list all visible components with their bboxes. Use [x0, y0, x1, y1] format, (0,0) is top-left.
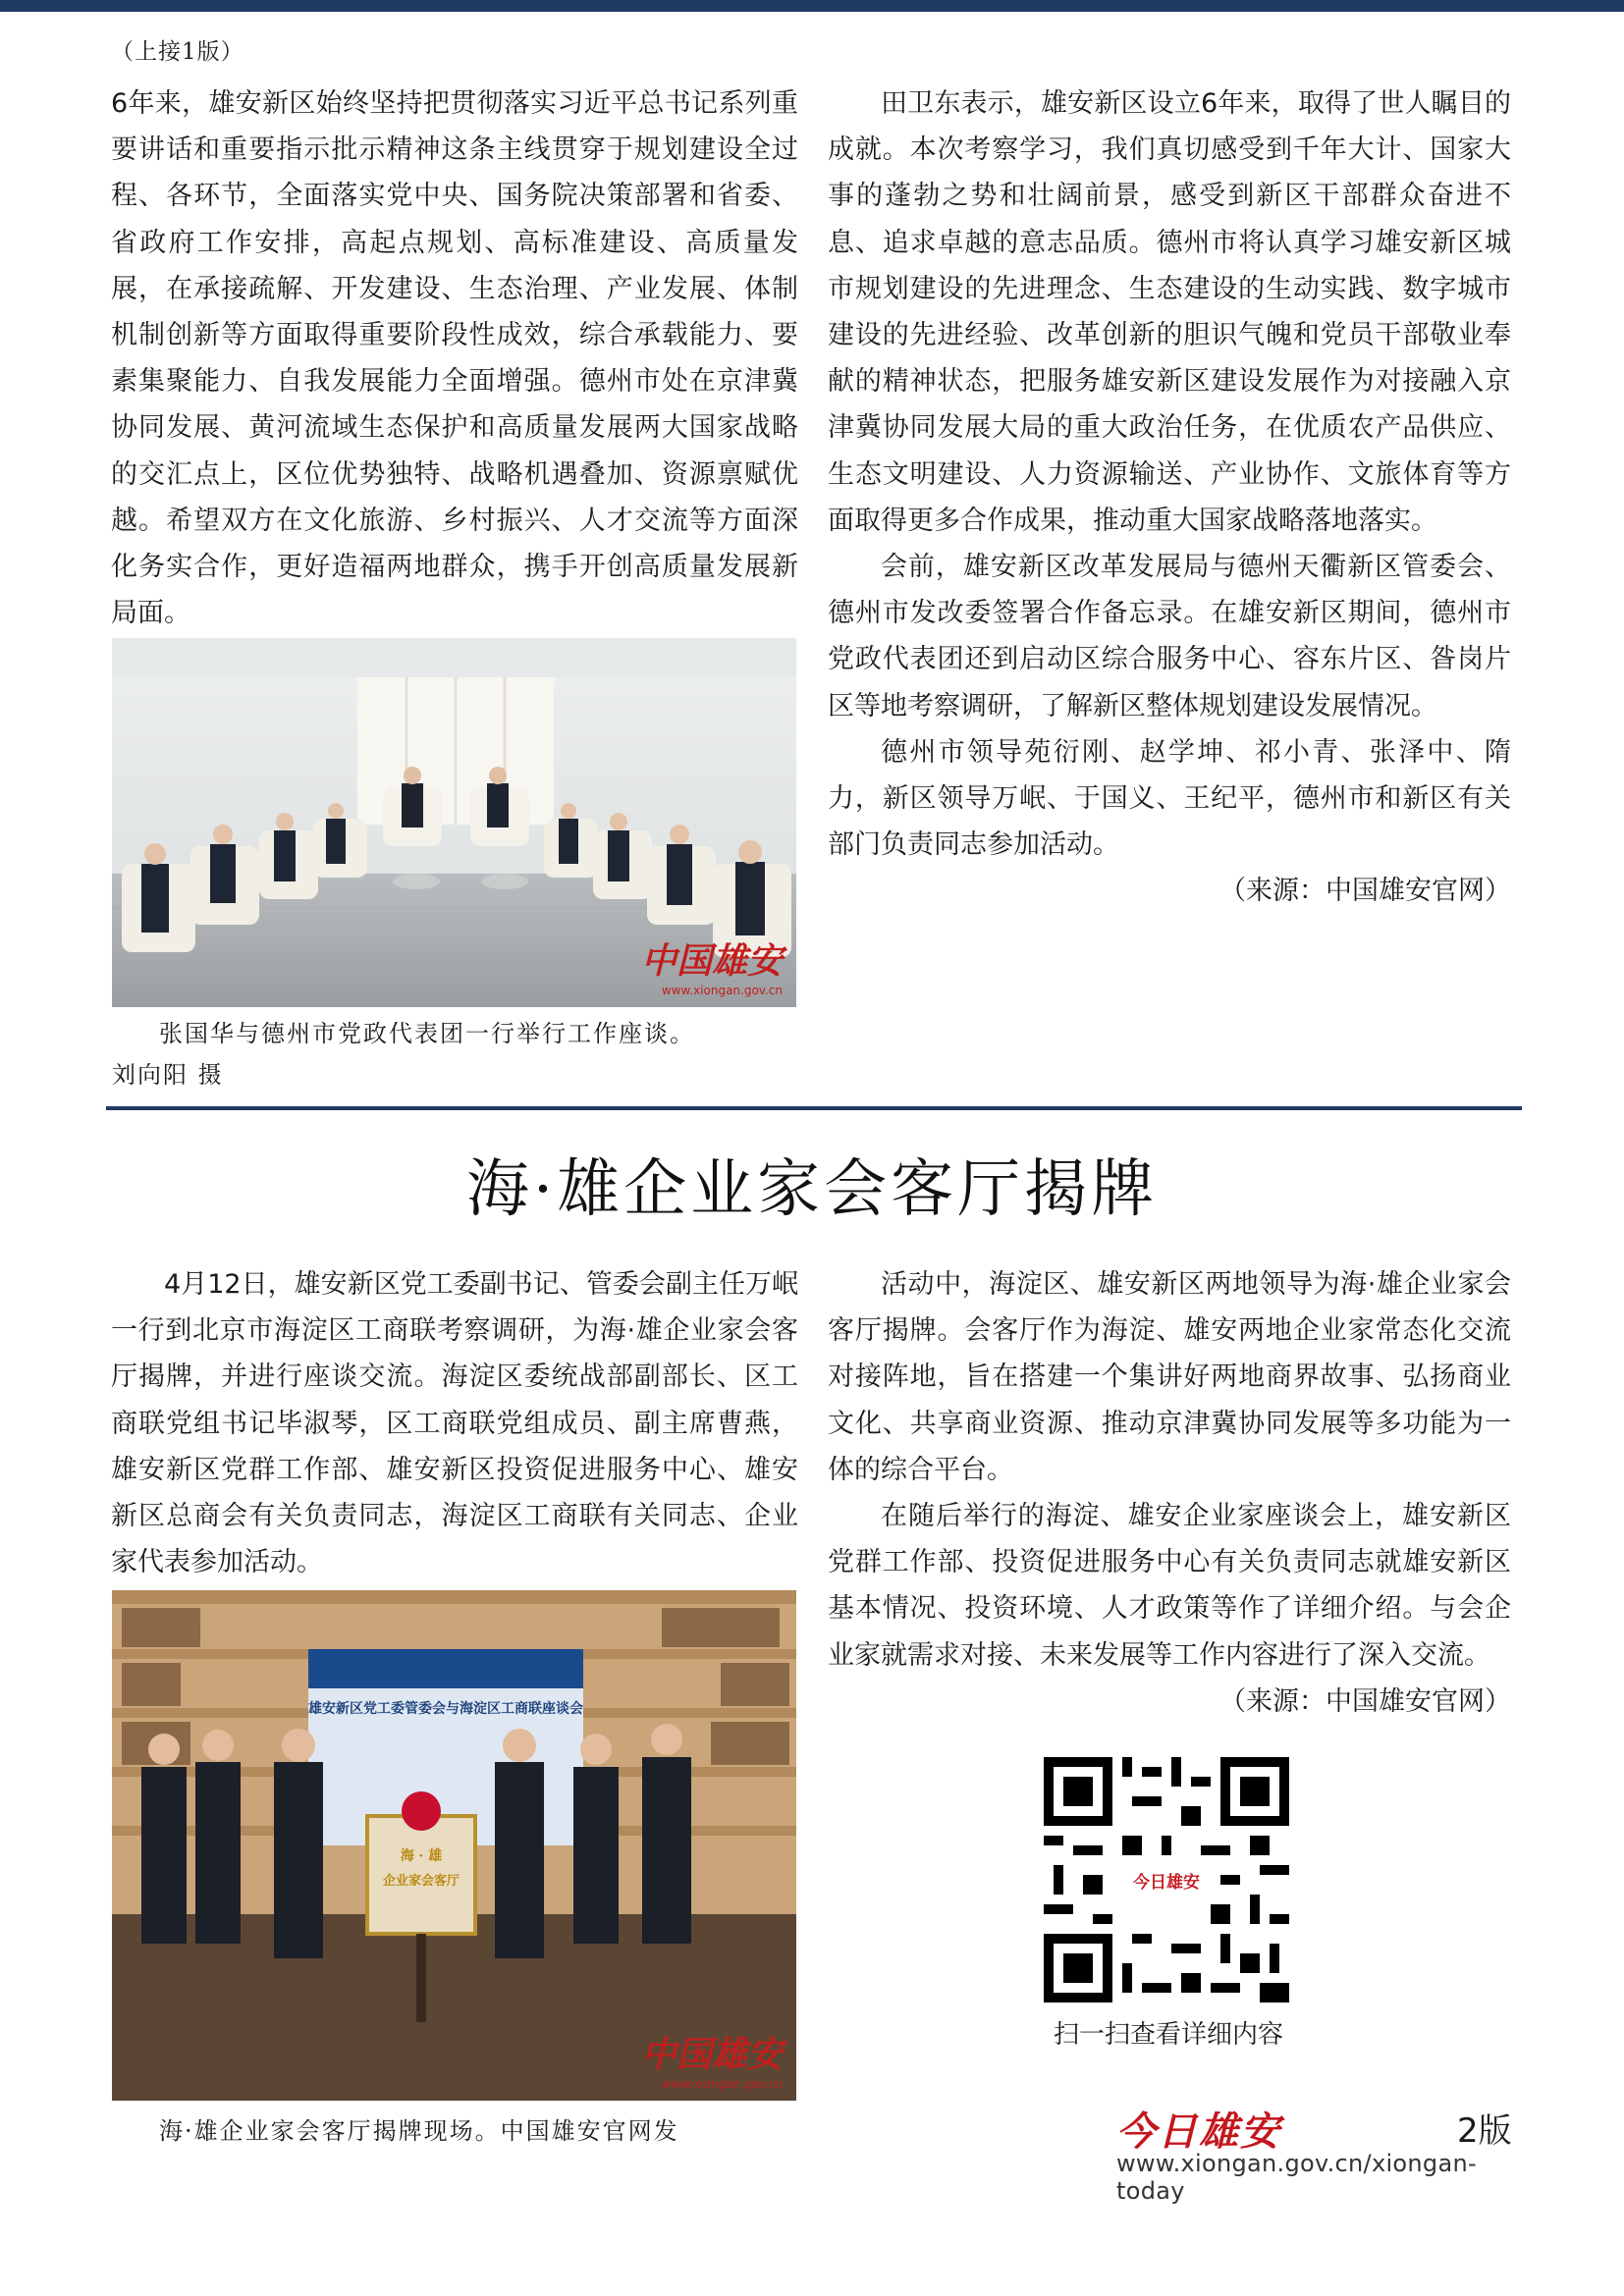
article2-left-paragraph: 4月12日，雄安新区党工委副书记、管委会副主任万岷一行到北京市海淀区工商联考察调研，为海·雄企业家会客厅揭牌，并进行座谈交流。海淀区委统战部副部长、区工商联党组书记毕淑琴，区工商联党组成员、副主席曹燕，雄安新区党群工作部、雄安新区投资促进服务中心、雄安新区总商会有关负责同志，海淀区工商联有关同志、企业家代表参加活动。 [111, 1269, 798, 1578]
article2-left-column [111, 1261, 798, 1585]
article2-paragraph: 在随后举行的海淀、雄安企业家座谈会上，雄安新区党群工作部、投资促进服务中心有关负责同志就雄安新区基本情况、投资环境、人才政策等作了详细介绍。与会企业家就需求对接、未来发展等工作内容进行了深入交流。 [828, 1501, 1511, 1671]
watermark-url: www.xiongan.gov.cn [661, 2077, 783, 2091]
photo-watermark [641, 934, 783, 997]
continued-label: （上接1版） [111, 39, 244, 65]
caption-line: 海·雄企业家会客厅揭牌现场。中国雄安官网发 [159, 2117, 679, 2145]
page-number: 2版 [1457, 2111, 1512, 2151]
article1-left-paragraph: 6年来，雄安新区始终坚持把贯彻落实习近平总书记系列重要讲话和重要指示批示精神这条主线贯穿于规划建设全过程、各环节，全面落实党中央、国务院决策部署和省委、省政府工作安排，高起点规划、高标准建设、高质量发展，在承接疏解、开发建设、生态治理、产业发展、体制机制创新等方面取得重要阶段性成效，综合承载能力、要素集聚能力、自我发展能力全面增强。德州市处在京津冀协同发展、黄河流域生态保护和高质量发展两大国家战略的交汇点上，区位优势独特、战略机遇叠加、资源禀赋优越。希望双方在文化旅游、乡村振兴、人才交流等方面深化务实合作，更好造福两地群众，携手开创高质量发展新局面。 [111, 88, 798, 629]
article1-paragraph: 田卫东表示，雄安新区设立6年来，取得了世人瞩目的成就。本次考察学习，我们真切感受到千年大计、国家大事的蓬勃之势和壮阔前景，感受到新区干部群众奋进不息、追求卓越的意志品质。德州市将认真学习雄安新区城市规划建设的先进理念、生态建设的生动实践、数字城市建设的先进经验、改革创新的胆识气魄和党员干部敬业奉献的精神状态，把服务雄安新区建设发展作为对接融入京津冀协同发展大局的重大政治任务，在优质农产品供应、生态文明建设、人力资源输送、产业协作、文旅体育等方面取得更多合作成果，推动重大国家战略落地落实。 [828, 88, 1511, 536]
top-color-bar [0, 0, 1624, 12]
meeting-photo [112, 638, 796, 1007]
article1-left-column [111, 80, 798, 636]
plaque-line-1: 海 · 雄 [400, 1848, 443, 1864]
watermark-url: www.xiongan.gov.cn [661, 984, 783, 997]
meeting-photo-caption [112, 1013, 799, 1095]
footer-logo: 今日雄安 [1116, 2109, 1281, 2155]
caption-line-1: 张国华与德州市党政代表团一行举行工作座谈。 [159, 1020, 695, 1047]
screen-text: 雄安新区党工委管委会与海淀区工商联座谈会 [308, 1701, 583, 1717]
qr-caption: 扫一扫查看详细内容 [1053, 2020, 1283, 2050]
qr-center-logo: 今日雄安 [1133, 1872, 1200, 1893]
article1-source: （来源：中国雄安官网） [1219, 876, 1511, 907]
watermark-title: 中国雄安 [640, 2034, 783, 2075]
footer-url-link[interactable]: www.xiongan.gov.cn/xiongan-today [1116, 2150, 1477, 2205]
section-divider [106, 1106, 1522, 1110]
article2-right-column [828, 1261, 1511, 1725]
article2-paragraph: 活动中，海淀区、雄安新区两地领导为海·雄企业家会客厅揭牌。会客厅作为海淀、雄安两地企业家常态化交流对接阵地，旨在搭建一个集讲好两地商界故事、弘扬商业文化、共享商业资源、推动京津冀协同发展等多功能为一体的综合平台。 [828, 1269, 1511, 1485]
article1-right-column [828, 80, 1511, 915]
plaque-photo-caption [112, 2110, 799, 2152]
plaque-line-2: 企业家会客厅 [382, 1874, 460, 1889]
article1-paragraph: 德州市领导苑衍刚、赵学坤、祁小青、张泽中、隋力，新区领导万岷、于国义、王纪平，德州市和新区有关部门负责同志参加活动。 [828, 736, 1511, 861]
watermark-title: 中国雄安 [640, 940, 783, 982]
article1-paragraph: 会前，雄安新区改革发展局与德州天衢新区管委会、德州市发改委签署合作备忘录。在雄安新区期间，德州市党政代表团还到启动区综合服务中心、容东片区、昝岗片区等地考察调研，了解新区整体规划建设发展情况。 [828, 552, 1511, 721]
article2-source: （来源：中国雄安官网） [1219, 1685, 1511, 1717]
plaque-photo-illustration [112, 1590, 796, 2101]
photo-watermark [641, 2027, 783, 2091]
plaque-unveiling-photo [112, 1590, 796, 2101]
caption-line-2: 刘向阳 摄 [112, 1061, 224, 1089]
qr-code[interactable] [1044, 1757, 1289, 2002]
article2-headline: 海·雄企业家会客厅揭牌 [465, 1153, 1159, 1226]
